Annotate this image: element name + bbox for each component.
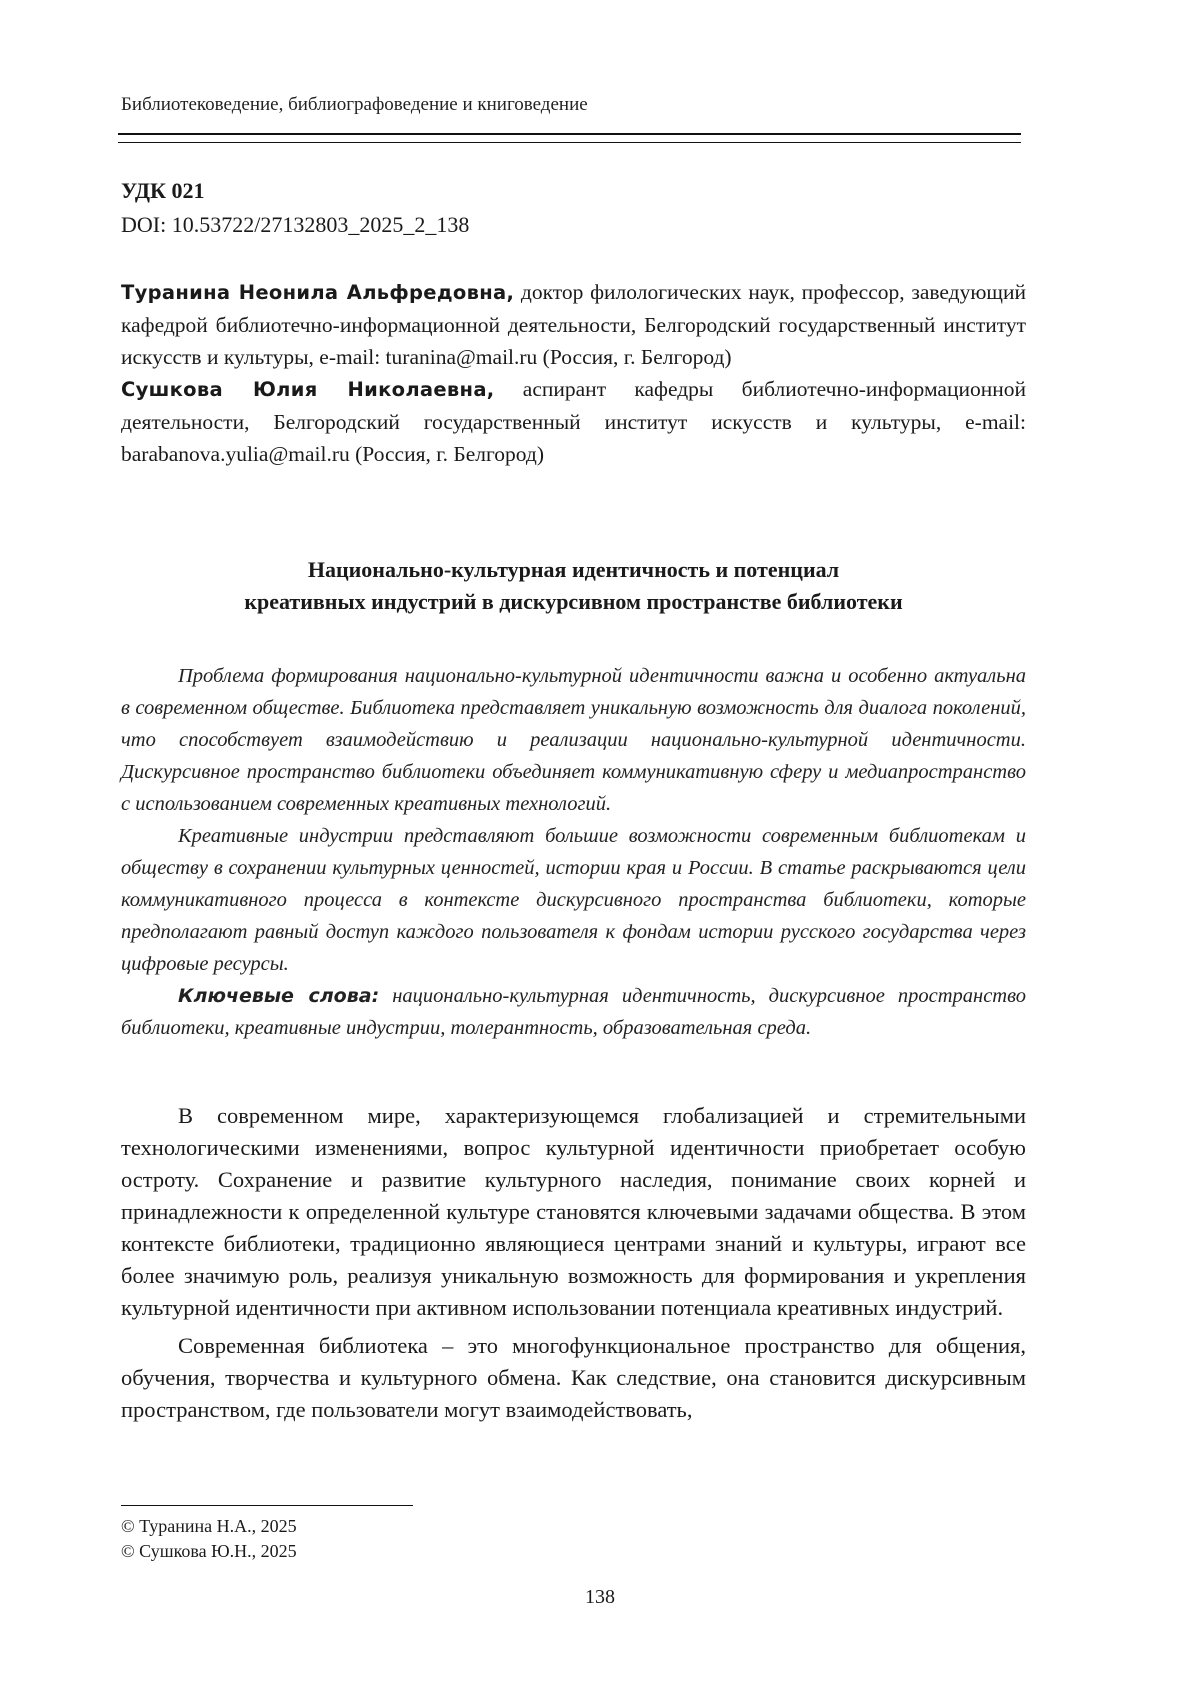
footnote-rule	[121, 1505, 413, 1506]
author-2-name: Сушкова Юлия Николаевна,	[121, 378, 495, 401]
author-2	[121, 373, 1026, 470]
header-double-rule	[118, 133, 1021, 143]
abstract-paragraph-1: Проблема формирования национально-культурной идентичности важна и особенно актуальна в современном обществе. Библиотека представляет уникальную возможность для диалога поколений, что способствует взаимодействию и реализации национально-культурной идентичности. Дискурсивное пространство библиотеки объединяет коммуникативную сферу и медиапространство с использованием современных креативных технологий.	[121, 665, 1026, 815]
title-line-1: Национально-культурная идентичность и потенциал	[307, 557, 840, 582]
running-head: Библиотековедение, библиографоведение и книговедение	[121, 94, 588, 115]
footnotes	[121, 1514, 297, 1564]
abstract-paragraph-2: Креативные индустрии представляют большие возможности современным библиотекам и обществу в сохранении культурных ценностей, истории края и России. В статье раскрываются цели коммуникативного процесса в контексте дискурсивного пространства библиотеки, которые предполагают равный доступ каждого пользователя к фондам истории русского государства через цифровые ресурсы.	[121, 825, 1026, 975]
copyright-1: © Туранина Н.А., 2025	[121, 1516, 297, 1536]
body-paragraph-1: В современном мире, характеризующемся глобализацией и стремительными технологическими изменениями, вопрос культурной идентичности приобретает особую остроту. Сохранение и развитие культурного наследия, понимание своих корней и принадлежности к определенной культуре становятся ключевыми задачами общества. В этом контексте библиотеки, традиционно являющиеся центрами знаний и культуры, играют все более значимую роль, реализуя уникальную возможность для формирования и укрепления культурной идентичности при активном использовании потенциала креативных индустрий.	[121, 1103, 1026, 1320]
body-text	[121, 1100, 1026, 1432]
article-meta	[121, 174, 469, 242]
keywords-label: Ключевые слова:	[178, 985, 380, 1007]
authors-block	[121, 276, 1026, 470]
keywords-list: национально-культурная идентичность, дискурсивное пространство библиотеки, креативные индустрии, толерантность, образовательная среда.	[121, 985, 1026, 1039]
article-title	[121, 554, 1026, 618]
copyright-2: © Сушкова Ю.Н., 2025	[121, 1541, 297, 1561]
udk-code: УДК 021	[121, 178, 205, 203]
author-2-info: аспирант кафедры библиотечно-информационной деятельности, Белгородский государственный институт искусств и культуры, e-mail: barabanova.yulia@mail.ru (Россия, г. Белгород)	[121, 377, 1026, 466]
title-line-2: креативных индустрий в дискурсивном пространстве библиотеки	[244, 589, 903, 614]
author-1	[121, 276, 1026, 373]
abstract	[121, 660, 1026, 1044]
body-paragraph-2: Современная библиотека – это многофункциональное пространство для общения, обучения, творчества и культурного обмена. Как следствие, она становится дискурсивным пространством, где пользователи могут взаимодействовать,	[121, 1333, 1026, 1422]
page-number: 138	[585, 1586, 615, 1608]
keywords	[121, 980, 1026, 1044]
author-1-info: доктор филологических наук, профессор, заведующий кафедрой библиотечно-информационной деятельности, Белгородский государственный институт искусств и культуры, e-mail: turanina@mail.ru (Россия, г. Белгород)	[121, 280, 1026, 369]
doi: DOI: 10.53722/27132803_2025_2_138	[121, 212, 470, 237]
author-1-name: Туранина Неонила Альфредовна,	[121, 281, 515, 304]
